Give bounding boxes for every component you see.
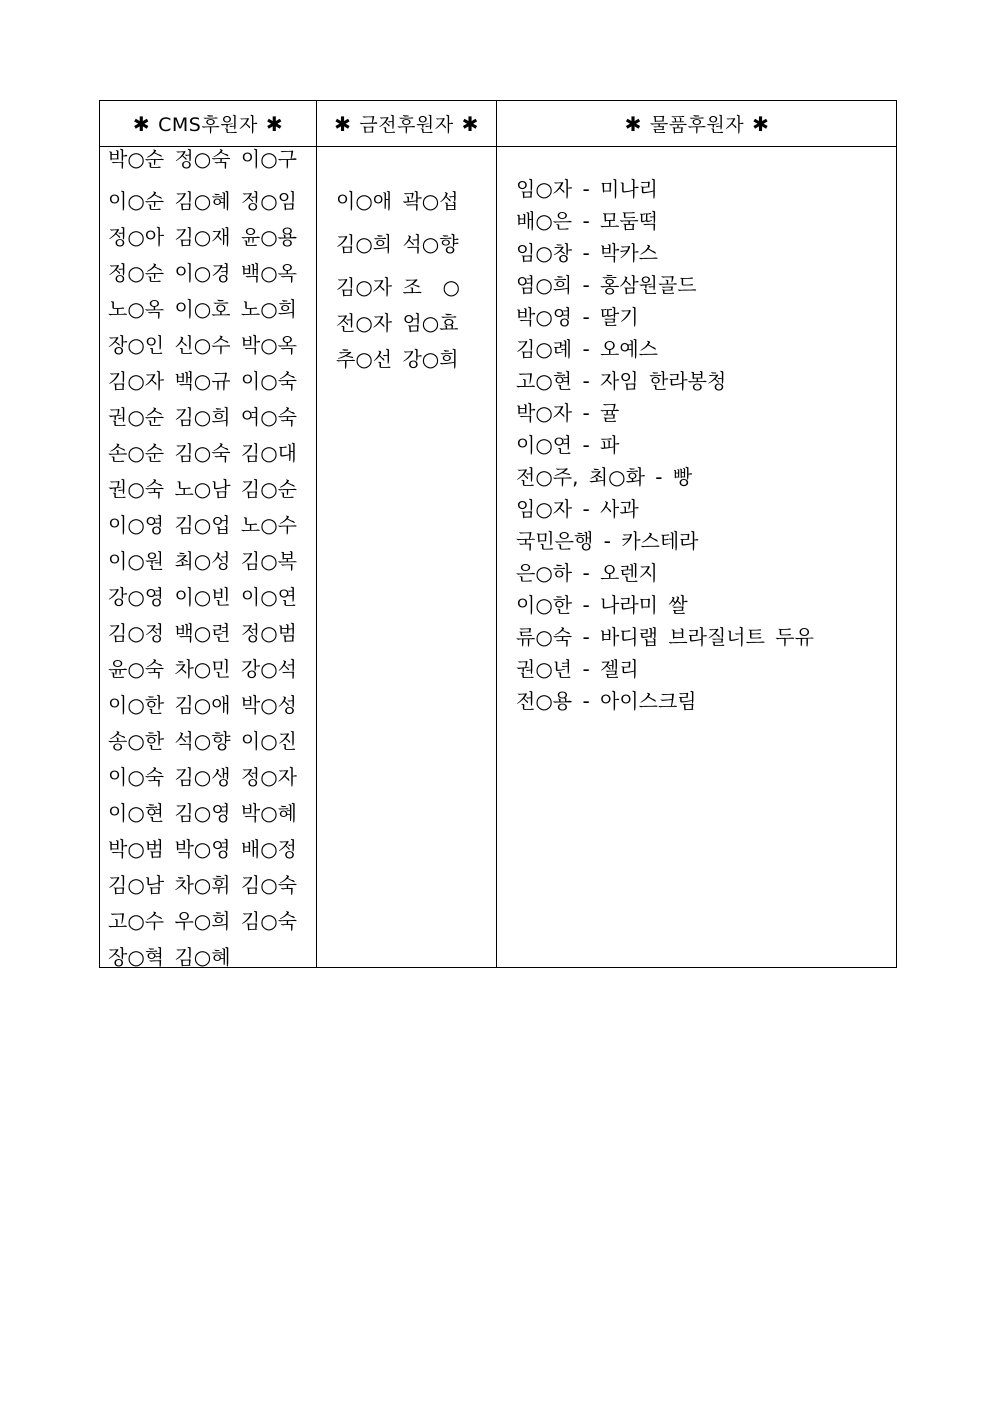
list-item: 정○순 이○경 백○옥	[108, 261, 297, 285]
star-icon: ✱	[461, 111, 479, 136]
list-item: 류○숙 - 바디랩 브라질너트 두유	[516, 625, 814, 649]
list-item: 이○한 김○애 박○성	[108, 693, 297, 717]
list-item: 추○선 강○희	[336, 347, 459, 371]
list-item: 정○아 김○재 윤○용	[108, 225, 297, 249]
star-icon: ✱	[334, 111, 352, 136]
list-item: 임○자 - 미나리	[516, 177, 658, 201]
column-divider-1	[316, 101, 317, 967]
list-item: 박○순 정○숙 이○구	[108, 147, 297, 171]
list-item: 송○한 석○향 이○진	[108, 729, 297, 753]
list-item: 박○자 - 귤	[516, 401, 620, 425]
list-item: 김○자 조 ○	[336, 275, 460, 299]
list-item: 이○순 김○혜 정○임	[108, 189, 297, 213]
header-cash-label: 금전후원자	[359, 114, 454, 136]
list-item: 전○주, 최○화 - 빵	[516, 465, 693, 489]
list-item: 이○현 김○영 박○혜	[108, 801, 297, 825]
list-item: 김○남 차○휘 김○숙	[108, 873, 297, 897]
list-item: 고○수 우○희 김○숙	[108, 909, 297, 933]
column-divider-2	[496, 101, 497, 967]
list-item: 전○용 - 아이스크림	[516, 689, 697, 713]
list-item: 권○순 김○희 여○숙	[108, 405, 297, 429]
header-goods	[497, 101, 897, 146]
list-item: 배○은 - 모둠떡	[516, 209, 658, 233]
list-item: 김○자 백○규 이○숙	[108, 369, 297, 393]
list-item: 김○정 백○련 정○범	[108, 621, 297, 645]
list-item: 박○범 박○영 배○정	[108, 837, 297, 861]
list-item: 이○한 - 나라미 쌀	[516, 593, 688, 617]
list-item: 권○숙 노○남 김○순	[108, 477, 297, 501]
list-item: 은○하 - 오렌지	[516, 561, 658, 585]
list-item: 국민은행 - 카스테라	[516, 529, 699, 553]
list-item: 장○혁 김○혜	[108, 945, 231, 969]
list-item: 노○옥 이○호 노○희	[108, 297, 297, 321]
list-item: 김○희 석○향	[336, 232, 459, 256]
star-icon: ✱	[752, 111, 770, 136]
list-item: 염○희 - 홍삼원골드	[516, 273, 697, 297]
star-icon: ✱	[132, 111, 151, 136]
list-item: 이○숙 김○생 정○자	[108, 765, 297, 789]
list-item: 전○자 엄○효	[336, 311, 459, 335]
goods-donor-list	[516, 176, 814, 720]
cms-donor-list	[108, 146, 297, 980]
list-item: 윤○숙 차○민 강○석	[108, 657, 297, 681]
list-item: 손○순 김○숙 김○대	[108, 441, 297, 465]
header-cms	[100, 101, 316, 146]
list-item: 이○애 곽○섭	[336, 189, 459, 213]
list-item: 이○연 - 파	[516, 433, 620, 457]
header-cash	[317, 101, 496, 146]
header-goods-label: 물품후원자	[649, 114, 745, 136]
donor-table	[99, 100, 897, 968]
list-item: 장○인 신○수 박○옥	[108, 333, 297, 357]
list-item: 이○원 최○성 김○복	[108, 549, 297, 573]
list-item: 이○영 김○업 노○수	[108, 513, 297, 537]
list-item: 고○현 - 자임 한라봉청	[516, 369, 727, 393]
cash-donor-list	[336, 187, 460, 381]
list-item: 박○영 - 딸기	[516, 305, 639, 329]
list-item: 권○년 - 젤리	[516, 657, 639, 681]
list-item: 김○례 - 오예스	[516, 337, 658, 361]
header-cms-label: CMS후원자	[158, 114, 258, 136]
list-item: 강○영 이○빈 이○연	[108, 585, 297, 609]
list-item: 임○자 - 사과	[516, 497, 639, 521]
list-item: 임○창 - 박카스	[516, 241, 658, 265]
star-icon: ✱	[265, 111, 284, 136]
star-icon: ✱	[624, 111, 642, 136]
